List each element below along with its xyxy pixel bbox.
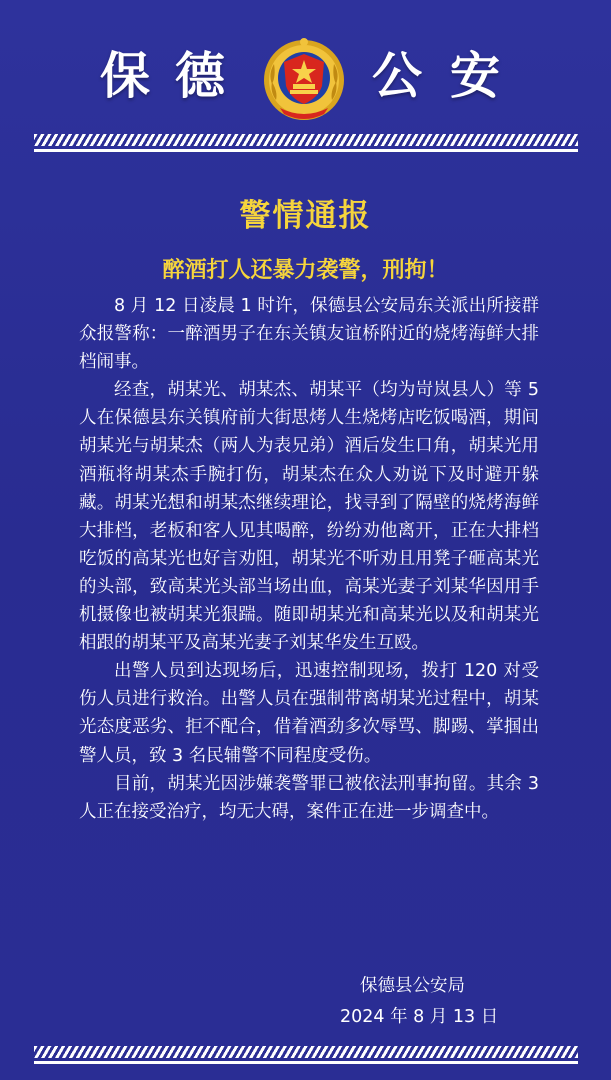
notice-title: 警情通报 <box>239 198 372 234</box>
paragraph-4: 目前，胡某光因涉嫌袭警罪已被依法刑事拘留。其余 3 人正在接受治疗，均无大碍，案件正在进一步调查中。 <box>79 773 539 822</box>
bottom-decorative-band <box>34 1046 578 1058</box>
top-decorative-band <box>34 134 578 146</box>
signature-date: 2024 年 8 月 13 日 <box>340 1007 499 1027</box>
header-char-2: 德 <box>175 46 225 105</box>
notice-subtitle: 醉酒打人还暴力袭警，刑拘！ <box>162 258 449 283</box>
top-divider-line <box>34 149 578 152</box>
police-emblem-icon <box>262 34 346 122</box>
header-banner <box>0 28 611 128</box>
paragraph-2: 经查，胡某光、胡某杰、胡某平（均为岢岚县人）等 5 人在保德县东关镇府前大街思烤人生烧烤店吃饭喝酒，期间胡某光与胡某杰（两人为表兄弟）酒后发生口角，胡某光用酒瓶将胡某杰手腕打伤，胡某杰在众人劝说下及时避开躲藏。胡某光想和胡某杰继续理论，找寻到了隔壁的烧烤海鲜大排档，老板和客人见其喝醉，纷纷劝他离开，正在大排档吃饭的高某光也好言劝阻，胡某光不听劝且用凳子砸高某光的头部，致高某光头部当场出血，高某光妻子刘某华因用手机摄像也被胡某光狠踹。随即胡某光和高某光以及和胡某光相跟的胡某平及高某光妻子刘某华发生互殴。 <box>79 380 539 654</box>
notice-body <box>79 292 539 826</box>
paragraph-3: 出警人员到达现场后，迅速控制现场，拨打 120 对受伤人员进行救治。出警人员在强制带离胡某光过程中，胡某光态度恶劣、拒不配合，借着酒劲多次辱骂、脚踢、掌掴出警人员，致 3 名民辅警不同程度受伤。 <box>79 661 539 766</box>
signature-organization: 保德县公安局 <box>360 976 465 996</box>
bottom-divider-line <box>34 1061 578 1064</box>
header-char-1: 保 <box>100 46 150 105</box>
header-char-4: 安 <box>450 46 500 105</box>
header-char-3: 公 <box>372 46 422 105</box>
paragraph-1: 8 月 12 日凌晨 1 时许，保德县公安局东关派出所接群众报警称：一醉酒男子在东关镇友谊桥附近的烧烤海鲜大排档闹事。 <box>79 296 539 373</box>
